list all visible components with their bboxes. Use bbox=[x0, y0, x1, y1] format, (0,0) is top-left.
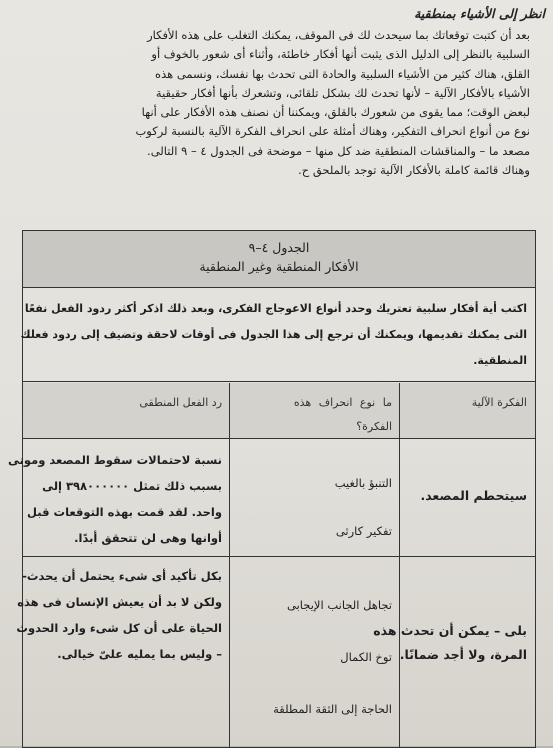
paragraph-line: لبعض الوقت؛ مما يقوى من شعورك بالقلق، ويمكننا أن نصنف هذه الأفكار على أنها bbox=[141, 105, 530, 120]
response-line: الحياة على أن كل شىء وارد الحدوث bbox=[16, 621, 222, 635]
column-header-response-label: رد الفعل المنطقى bbox=[139, 396, 222, 409]
table-subtitle: الأفكار المنطقية وغير المنطقية bbox=[199, 259, 359, 274]
column-header-thought bbox=[400, 383, 535, 439]
instructions-line: التى يمكنك تقديمها، ويمكنك أن ترجع إلى هذا الجدول فى أوقات لاحقة وتضيف إلى ردود فعلك bbox=[20, 328, 527, 341]
paragraph-line: نوع من أنواع انحراف التفكير، وهناك أمثلة على انحراف الفكرة الآلية بالنسبة لركوب bbox=[135, 124, 530, 139]
response-line: ولكن لا بد أن يعيش الإنسان فى هذه bbox=[17, 595, 222, 609]
table-title: الجدول ٤–٩ bbox=[248, 240, 310, 255]
response-line: واحد. لقد قمت بهذه التوقعات قبل bbox=[27, 505, 222, 519]
row-divider bbox=[23, 556, 535, 557]
response-line: بكل تأكيد أى شىء يحتمل أن يحدث- bbox=[22, 569, 222, 583]
instructions-line: المنطقية. bbox=[473, 354, 527, 367]
column-header-distortion-line: ما نوع انحراف هذه bbox=[293, 396, 392, 409]
paragraph-line: السلبية بالنظر إلى الدليل الذى يثبت أنها أفكار خاطئة، وأثناء أى شعور بالخوف أو bbox=[151, 47, 530, 62]
paragraph-line: وهناك قائمة كاملة بالأفكار الآلية توجد بالملحق ح. bbox=[298, 163, 530, 178]
response-line: بسبب ذلك تمثل ٣٩٨٠٠٠٠٠٠ إلى bbox=[42, 479, 222, 493]
thought-line: سيتحطم المصعد. bbox=[420, 488, 527, 503]
instructions-line: اكتب أية أفكار سلبية تعتريك وحدد أنواع الاعوجاج الفكرى، وبعد ذلك اذكر أكثر ردود الفعل نفعًا bbox=[24, 302, 527, 315]
paragraph-line: مصعد ما – والمناقشات المنطقية ضد كل منها – موضحة فى الجدول ٤ – ٩ التالى. bbox=[147, 143, 530, 158]
table-row-2-response bbox=[16, 563, 230, 667]
table-row-1-response bbox=[7, 447, 230, 551]
running-header: انظر إلى الأشياء بمنطقية bbox=[414, 6, 545, 21]
thoughts-table bbox=[7, 230, 536, 748]
response-line: نسبة لاحتمالات سقوط المصعد وموتى bbox=[7, 453, 222, 467]
column-header-response bbox=[23, 383, 230, 439]
thought-line: المرة، ولا أجد ضمانًا. bbox=[399, 647, 527, 662]
distortion-item: تجاهل الجانب الإيجابى bbox=[287, 598, 392, 612]
paragraph-line: بعد أن كتبت توقعاتك بما سيحدث لك فى الموقف، يمكنك التغلب على هذه الأفكار bbox=[147, 28, 530, 42]
table-row-2-distortion bbox=[230, 579, 400, 735]
table-row-1-distortion bbox=[230, 459, 400, 555]
response-line: أوانها وهى لن تتحقق أبدًا. bbox=[74, 531, 222, 545]
table-instructions bbox=[20, 288, 535, 382]
distortion-item: التنبؤ بالغيب bbox=[334, 476, 392, 490]
table-row-1-thought bbox=[400, 483, 535, 509]
column-header-thought-label: الفكرة الآلية bbox=[471, 396, 527, 409]
distortion-item: توخ الكمال bbox=[340, 650, 392, 664]
table-row-2-thought bbox=[373, 619, 535, 667]
response-line: – وليس بما يمليه علىّ خيالى. bbox=[57, 647, 222, 661]
distortion-item: الحاجة إلى الثقة المطلقة bbox=[273, 702, 392, 716]
column-header-distortion bbox=[230, 383, 400, 439]
column-header-distortion-line: الفكرة؟ bbox=[356, 420, 392, 433]
table-header bbox=[23, 231, 535, 288]
body-paragraph bbox=[16, 26, 530, 180]
paragraph-line: القلق، هناك كثير من الأشياء السلبية والحادة التى تحدث بها نفسك، ونسمى هذه bbox=[155, 66, 530, 81]
paragraph-line: الأشياء بالأفكار الآلية – لأنها تحدث لك بشكل تلقائى، وتشعرك بأنها أفكار حقيقية bbox=[155, 85, 530, 100]
distortion-item: تفكير كارثى bbox=[335, 524, 392, 538]
thought-line: بلى – يمكن أن تحدث هذه bbox=[373, 623, 527, 638]
